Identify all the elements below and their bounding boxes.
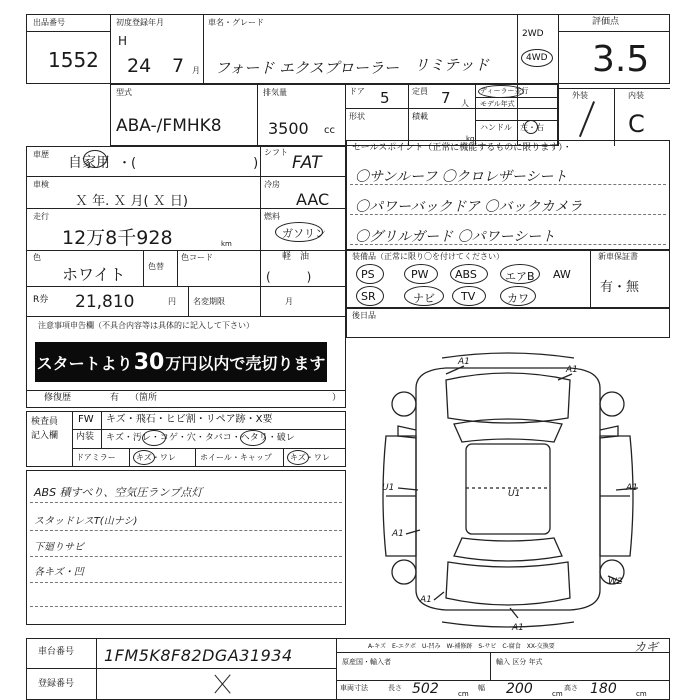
note-line-3: 下廻りサビ [34, 542, 84, 553]
entry-label: 記入欄 [31, 431, 59, 441]
mark-front-right: A1 [566, 365, 578, 375]
reg-month: 7 [172, 55, 185, 77]
car-damage-diagram [346, 340, 670, 640]
sales-line-2: 〇パワーバックドア 〇バックカメラ [355, 199, 583, 215]
eq-tv: TV [461, 290, 476, 303]
drive-4wd: 4WD [526, 53, 548, 63]
post-frame [346, 308, 670, 338]
eq-leather: カワ [507, 292, 529, 305]
model-value: ABA-/FMHK8 [116, 116, 222, 136]
legend-hand: カギ [634, 640, 659, 654]
wheel-scratch-circle [287, 450, 309, 465]
start-banner [35, 342, 327, 382]
interior-label: 内装 [628, 91, 644, 100]
sales-line-1: 〇サンルーフ 〇クロレザーシート [355, 169, 568, 185]
hgt-cm: cm [636, 690, 647, 698]
mark-right-door: A1 [626, 483, 638, 493]
model-year-label: モデル年式 [480, 100, 515, 108]
hgt-label: 高さ [564, 684, 578, 692]
wid-label: 幅 [478, 684, 485, 692]
post-label: 後日品 [352, 311, 376, 320]
handle-options: 左・右 [520, 123, 544, 132]
usage-label: 車歴 [33, 150, 49, 159]
diesel-label: 軽 油 [282, 252, 310, 262]
mark-rear-bumper: A1 [512, 623, 524, 633]
eq-navi: ナビ [413, 292, 435, 305]
fuel-label: 燃料 [264, 212, 280, 221]
mark-rear-left: A1 [420, 595, 432, 605]
mark-left-rear: A1 [392, 529, 404, 539]
era: H [118, 34, 128, 48]
eq-ps: PS [361, 268, 375, 281]
exterior-slash [579, 101, 595, 137]
usage-value: 自家用 [68, 155, 110, 171]
sales-line-3: 〇グリルガード 〇パワーシート [355, 229, 556, 245]
reg-label: 登録番号 [38, 679, 75, 689]
wid-cm: cm [552, 690, 563, 698]
banner-num: 30 [133, 349, 165, 375]
wheel-rl [392, 560, 416, 584]
note-line-1: ABS 積すべり、空気圧ランプ点灯 [34, 486, 203, 499]
fuel-value: ガソリン [282, 227, 326, 240]
fw-tag: FW [78, 414, 94, 425]
dims-label: 車両寸法 [340, 684, 368, 692]
burn-circle [240, 430, 266, 446]
eq-airbag: エアB [505, 270, 535, 283]
mark-left-door: U1 [382, 483, 395, 493]
len-cm: cm [458, 690, 469, 698]
rear-glass [454, 538, 562, 561]
displacement-value: 3500 [268, 119, 309, 138]
car-name: フォード エクスプローラー [215, 59, 399, 77]
color-value: ホワイト [62, 265, 126, 284]
color-label: 色 [33, 253, 41, 262]
doors-label: ドア [349, 87, 365, 96]
exterior-label: 外装 [572, 91, 588, 100]
handle-label: ハンドル [480, 123, 512, 132]
recycle-label: R券 [33, 295, 49, 305]
doors-value: 5 [380, 89, 390, 107]
inspection-value: Ｘ 年. Ｘ 月( Ｘ 日) [75, 194, 188, 209]
car-grade: リミテッド [414, 56, 490, 74]
inspector-label: 検査員 [31, 417, 59, 427]
door-mirror-label: ドアミラー [76, 453, 116, 462]
wheel-label: ホイール・キャップ [200, 453, 272, 462]
eq-sr: SR [361, 290, 376, 303]
damage-legend: A-キズ E-エクボ U-凹み W-補修跡 S-サビ C-腐食 XX-交換要 [368, 643, 555, 650]
banner-post: 万円以内で売切ります [165, 353, 326, 373]
chassis-label: 車台番号 [38, 647, 75, 657]
repair-label: 修復歴 [44, 393, 72, 403]
steering-label: ディーラー並行 [480, 87, 529, 95]
chassis-value: 1FM5K8F82DGA31934 [104, 646, 293, 665]
door-mirror-row: キズ・ワレ [136, 453, 176, 462]
score: 3.5 [592, 39, 650, 80]
name-change-month: 月 [285, 297, 293, 306]
load-label: 積載 [412, 112, 428, 121]
color-change-label: 色替 [148, 262, 164, 271]
first-reg-label: 初度登録年月 [116, 18, 164, 27]
ac-label: 冷房 [264, 180, 280, 189]
eq-aw: AW [553, 268, 571, 281]
mark-roof: U1 [508, 489, 521, 499]
reg-month-suffix: 月 [192, 66, 200, 75]
import-label: 輸入 区分 年式 [496, 658, 543, 666]
note-line-2: スタッドレスT(山ナシ) [34, 516, 138, 527]
mark-front-left: A1 [458, 357, 470, 367]
mileage-value: 12万8千928 [62, 227, 173, 249]
hood [446, 373, 570, 423]
model-label: 型式 [116, 88, 132, 97]
ac-value: AAC [296, 190, 330, 209]
capacity-value: 7 [441, 89, 451, 107]
mirror-scratch-circle [133, 450, 155, 465]
note-line-4: 各キズ・凹 [34, 567, 84, 578]
len-label: 長さ [388, 684, 402, 692]
len-value: 502 [412, 681, 439, 697]
banner-pre: スタートより [36, 353, 133, 373]
wheel-row: キズ・ワレ [290, 453, 330, 462]
interior-tag: 内装 [76, 432, 95, 442]
mileage-label: 走行 [33, 212, 49, 221]
sales-label: セールスポイント（正常に機能するものに限ります）・ [352, 143, 572, 153]
origin-label: 原産国・輸入者 [342, 658, 391, 666]
notes-label: 注意事項申告欄（不具合内容等は具体的に記入して下さい） [38, 321, 254, 330]
reg-year: 24 [127, 55, 152, 77]
mileage-km: km [221, 240, 232, 248]
recycle-yen: 円 [168, 297, 176, 306]
wheel-fl [392, 392, 416, 416]
shift-label: シフト [264, 148, 288, 157]
wheel-fr [600, 392, 624, 416]
displacement-unit: cc [324, 125, 335, 136]
color-code-label: 色コード [181, 253, 213, 262]
displacement-label: 排気量 [263, 88, 287, 97]
diesel-paren: ( ) [266, 270, 312, 284]
eq-abs: ABS [455, 268, 477, 281]
new-car-value: 有・無 [600, 280, 640, 295]
name-change-label: 名変期限 [193, 297, 225, 306]
capacity-unit: 人 [461, 99, 469, 108]
usage-paren: ・( ) [118, 156, 259, 171]
new-car-label: 新車保証書 [598, 252, 638, 261]
wid-value: 200 [506, 681, 533, 697]
eq-pw: PW [411, 268, 429, 281]
inspection-label: 車検 [33, 180, 49, 189]
repair-place: （箇所 [130, 393, 158, 403]
score-label: 評価点 [592, 17, 620, 27]
drive-2wd: 2WD [522, 29, 544, 39]
interior-grade: C [628, 110, 645, 138]
listing-no: 1552 [48, 48, 99, 72]
shift-value: FAT [292, 153, 322, 173]
stain-circle [142, 430, 166, 446]
hgt-value: 180 [590, 681, 617, 697]
recycle-value: 21,810 [75, 292, 135, 312]
load-kg: kg [466, 135, 475, 143]
reg-cross [206, 674, 240, 694]
rear-bumper [442, 622, 574, 627]
mark-rear-wheel: W2 [608, 577, 623, 587]
tailgate [446, 562, 570, 605]
interior-row: キズ・汚レ・コゲ・穴・タバコ・ヘタリ・破レ [106, 433, 295, 443]
listing-no-label: 出品番号 [33, 18, 65, 27]
name-grade-label: 車名・グレード [208, 18, 264, 27]
capacity-label: 定員 [412, 87, 428, 96]
body-label: 形状 [349, 112, 365, 121]
equipment-label: 装備品（正常に限り〇を付けてください） [352, 252, 504, 261]
fw-row: キズ・飛石・ヒビ割・リペア跡・X要 [106, 414, 273, 425]
repair-value: 有 [110, 393, 120, 403]
repair-end: ） [332, 393, 342, 403]
